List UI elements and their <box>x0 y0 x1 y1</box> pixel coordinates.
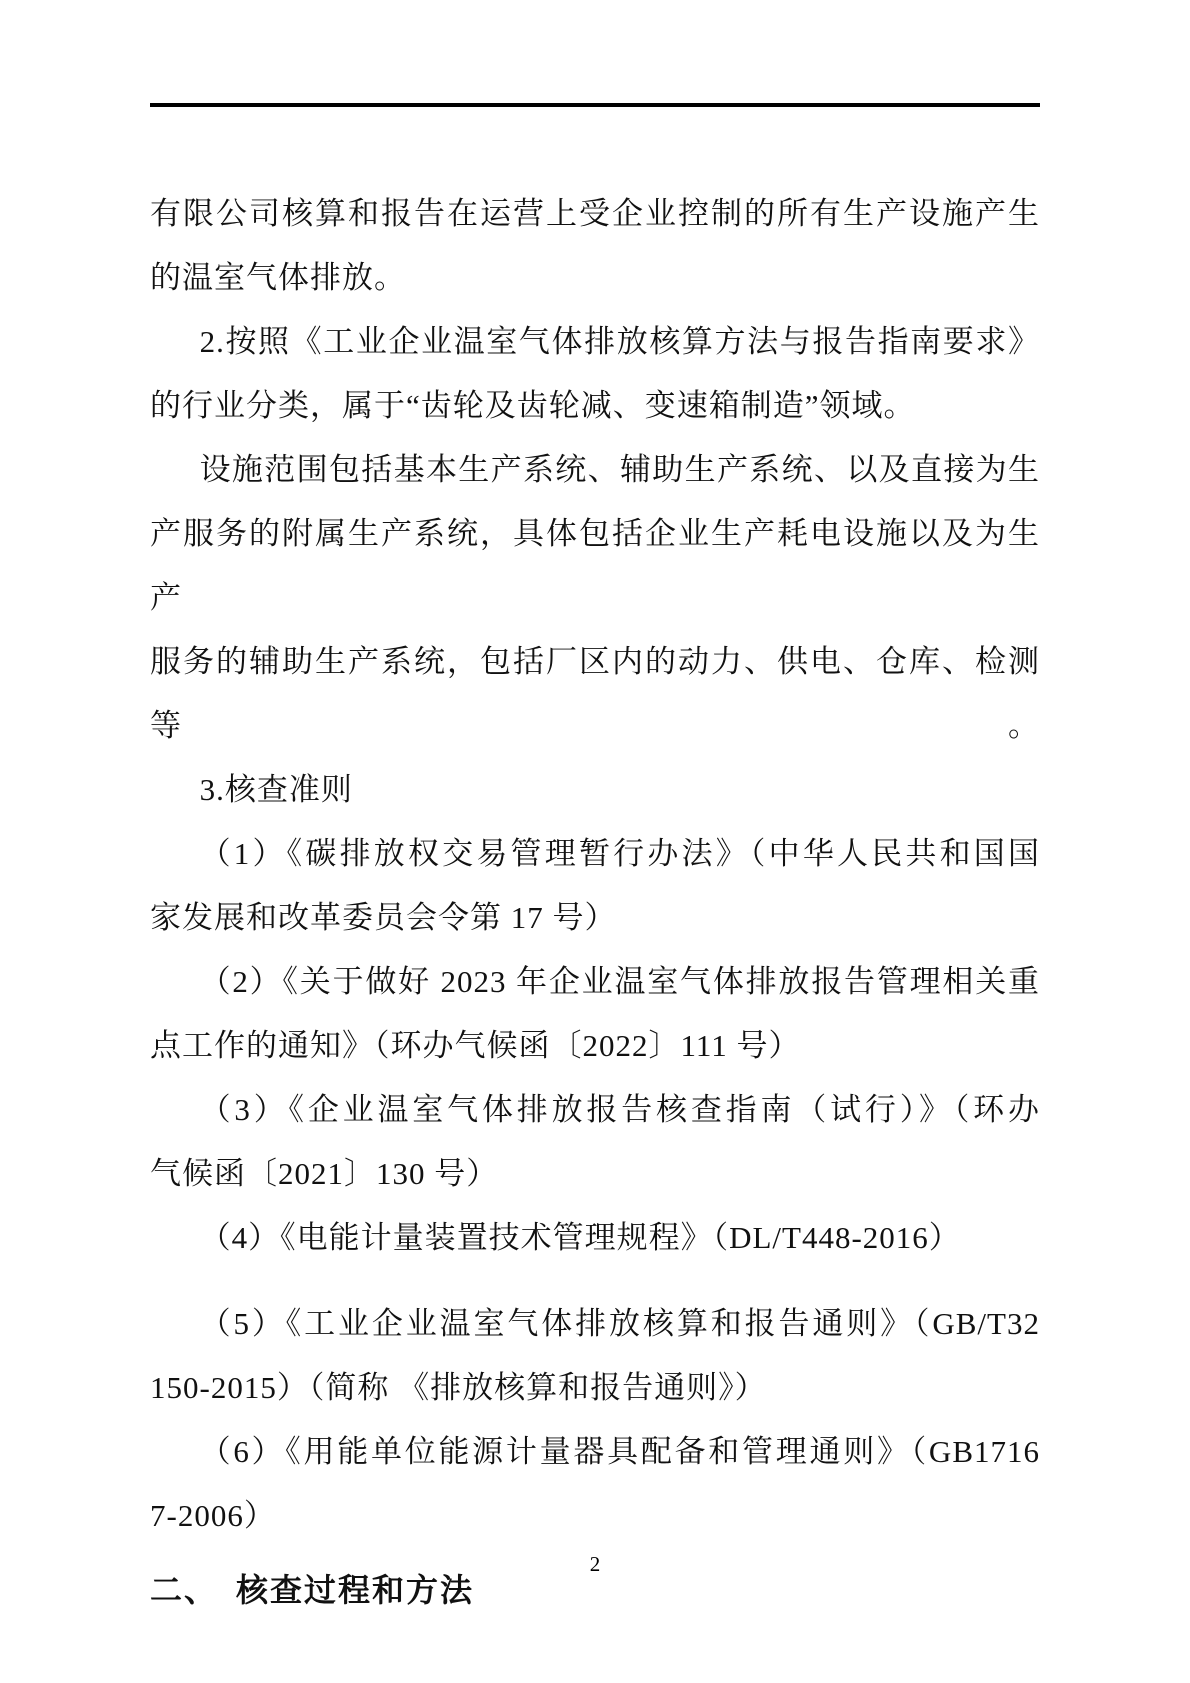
text-line: 产服务的附属生产系统，具体包括企业生产耗电设施以及为生产 <box>150 516 1040 615</box>
section-heading: 二、 核查过程和方法 <box>150 1572 475 1608</box>
text-line: 150-2015）（简称 《排放核算和报告通则》） <box>150 1370 767 1405</box>
text-line: 7-2006） <box>150 1498 276 1533</box>
text-line: 3.核查准则 <box>199 772 353 807</box>
header-rule <box>150 103 1040 107</box>
text-line: 气候函〔2021〕130 号） <box>150 1156 499 1191</box>
text-line: 服务的辅助生产系统，包括厂区内的动力、供电、仓库、检测等。 <box>150 644 1040 743</box>
text-line: 的行业分类，属于“齿轮及齿轮减、变速箱制造”领域。 <box>150 388 916 423</box>
text-line: （5）《工业企业温室气体排放核算和报告通则》（GB/T32 <box>199 1306 1040 1341</box>
text-line: （1）《碳排放权交易管理暂行办法》（中华人民共和国国 <box>199 836 1040 871</box>
text-line: （6）《用能单位能源计量器具配备和管理通则》（GB1716 <box>199 1434 1040 1469</box>
text-line: 家发展和改革委员会令第 17 号） <box>150 900 617 935</box>
text-line: 点工作的通知》（环办气候函〔2022〕111 号） <box>150 1028 801 1063</box>
text-line: 设施范围包括基本生产系统、辅助生产系统、以及直接为生 <box>199 452 1040 487</box>
text-line: 的温室气体排放。 <box>150 260 406 295</box>
page-number: 2 <box>589 1552 601 1576</box>
text-line: 有限公司核算和报告在运营上受企业控制的所有生产设施产生 <box>150 196 1040 231</box>
text-line: （4）《电能计量装置技术管理规程》（DL/T448-2016） <box>199 1220 961 1255</box>
document-body <box>150 182 1040 1622</box>
text-line: （2）《关于做好 2023 年企业温室气体排放报告管理相关重 <box>199 964 1040 999</box>
text-line: （3）《企业温室气体排放报告核查指南（试行）》（环办 <box>199 1092 1040 1127</box>
text-line: 2.按照《工业企业温室气体排放核算方法与报告指南要求》 <box>199 324 1040 359</box>
